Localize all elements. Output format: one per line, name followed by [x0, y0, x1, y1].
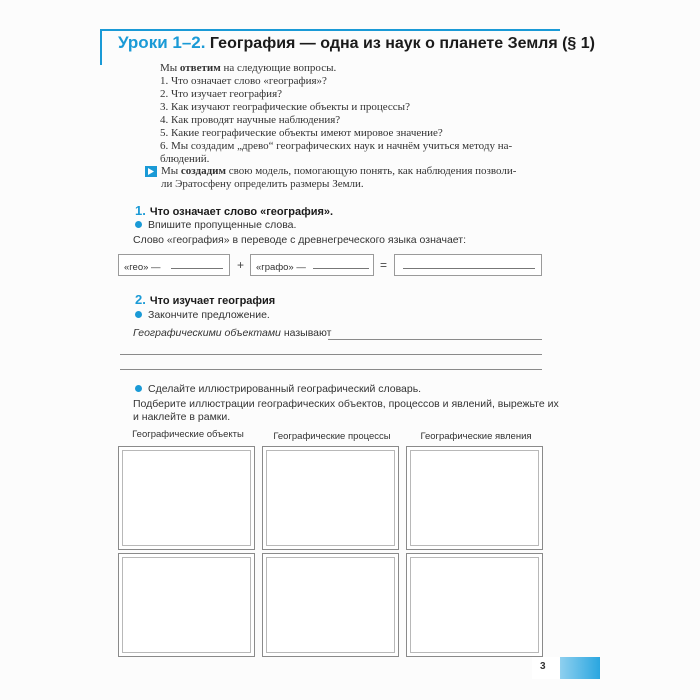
grafo-answer-box[interactable]: «графо» —	[250, 254, 374, 276]
intro-lead: Мы ответим на следующие вопросы.	[160, 62, 337, 74]
question-item: 4. Как проводят научные наблюдения?	[160, 114, 341, 126]
illustration-frame[interactable]	[262, 446, 399, 550]
model-line-2: ли Эратосфену определить размеры Земли.	[161, 178, 364, 190]
answer-line[interactable]	[328, 339, 542, 340]
intro-block	[160, 62, 545, 166]
section-1-heading: 1. Что означает слово «география».	[135, 203, 334, 218]
section-2-sentence: Географическими объектами называют	[133, 327, 332, 339]
model-arrow-icon	[145, 166, 157, 177]
title-tick	[100, 29, 102, 65]
model-note	[145, 165, 545, 191]
question-item: 1. Что означает слово «география»?	[160, 75, 327, 87]
question-item: 5. Какие географические объекты имеют мировое значение?	[160, 127, 443, 139]
bullet-icon	[135, 311, 142, 318]
illustration-frame[interactable]	[406, 553, 543, 657]
page-number-tab	[532, 657, 560, 679]
lesson-number: Уроки 1–2.	[118, 33, 206, 52]
question-item: 3. Как изучают географические объекты и процессы?	[160, 101, 410, 113]
dictionary-task: Сделайте иллюстрированный географический словарь.	[135, 383, 421, 395]
page-title	[118, 33, 595, 53]
result-answer-box[interactable]	[394, 254, 542, 276]
dictionary-desc-1: Подберите иллюстрации географических объектов, процессов и явлений, вырежьте их	[133, 398, 559, 410]
title-rule	[100, 29, 560, 31]
answer-line[interactable]	[120, 354, 542, 355]
column-header-phenomena: Географические явления	[420, 431, 532, 442]
lesson-title: География — одна из наук о планете Земля (§ 1)	[209, 35, 595, 52]
illustration-frame[interactable]	[262, 553, 399, 657]
question-item: 2. Что изучает география?	[160, 88, 283, 100]
answer-line[interactable]	[120, 369, 542, 370]
illustration-frame[interactable]	[118, 446, 255, 550]
dictionary-desc-2: и наклейте в рамки.	[133, 411, 231, 423]
bullet-icon	[135, 221, 142, 228]
question-item: 6. Мы создадим „древо“ географических наук и начнём учиться методу на-	[160, 140, 513, 152]
model-line-1: Мы создадим свою модель, помогающую понять, как наблюдения позволи-	[161, 165, 517, 177]
question-item: блюдений.	[160, 153, 210, 165]
column-header-objects: Географические объекты	[132, 429, 244, 440]
section-1-prompt: Слово «география» в переводе с древнегреческого языка означает:	[133, 234, 467, 246]
geo-answer-box[interactable]: «гео» —	[118, 254, 230, 276]
page-number-bar	[560, 657, 600, 679]
page-number: 3	[540, 661, 546, 672]
equals-sign: =	[380, 258, 388, 272]
column-header-processes: Географические процессы	[273, 431, 391, 442]
section-2-task: Закончите предложение.	[135, 309, 270, 321]
illustration-frame[interactable]	[406, 446, 543, 550]
section-1-task: Впишите пропущенные слова.	[135, 219, 296, 231]
section-2-heading: 2. Что изучает география	[135, 292, 276, 307]
bullet-icon	[135, 385, 142, 392]
plus-sign: +	[237, 258, 245, 272]
illustration-frame[interactable]	[118, 553, 255, 657]
